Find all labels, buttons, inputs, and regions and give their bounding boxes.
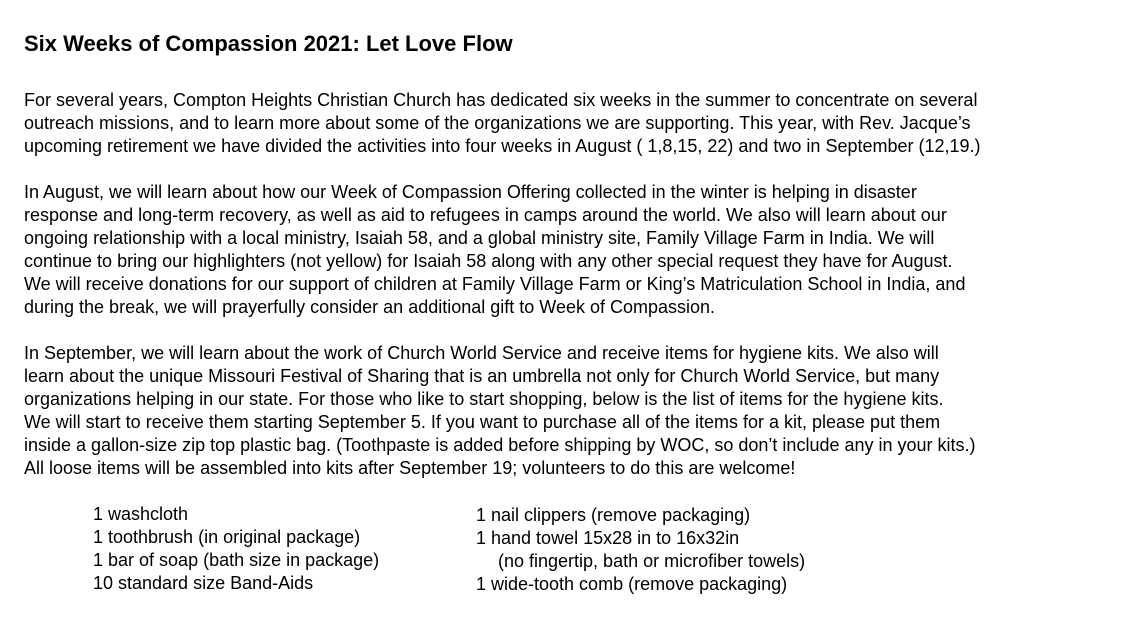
page-title: Six Weeks of Compassion 2021: Let Love Flow (24, 31, 513, 56)
hygiene-kit-list-left (93, 503, 379, 595)
list-item: 1 toothbrush (in original package) (93, 527, 361, 547)
paragraph-line: ongoing relationship with a local ministry, Isaiah 58, and a global ministry site, Family Village Farm in India. We will (24, 228, 935, 248)
list-item: 1 hand towel 15x28 in to 16x32in (476, 528, 740, 548)
paragraph-line: continue to bring our highlighters (not yellow) for Isaiah 58 along with any other special request they have for August. (24, 251, 953, 271)
list-item: 10 standard size Band-Aids (93, 573, 314, 593)
paragraph-line: All loose items will be assembled into kits after September 19; volunteers to do this are welcome! (24, 458, 796, 478)
list-item-note: (no fingertip, bath or microfiber towels) (498, 551, 806, 571)
paragraph-line: In August, we will learn about how our Week of Compassion Offering collected in the winter is helping in disaster (24, 182, 917, 202)
paragraph-line: learn about the unique Missouri Festival of Sharing that is an umbrella not only for Church World Service, but many (24, 366, 940, 386)
paragraph-line: response and long-term recovery, as well as aid to refugees in camps around the world. We also will learn about our (24, 205, 947, 225)
paragraph-august (24, 181, 1134, 319)
paragraph-line: For several years, Compton Heights Christian Church has dedicated six weeks in the summer to concentrate on several (24, 90, 978, 110)
list-item: 1 washcloth (93, 504, 189, 524)
list-item: 1 wide-tooth comb (remove packaging) (476, 574, 788, 594)
paragraph-line: upcoming retirement we have divided the activities into four weeks in August ( 1,8,15, 22) and two in September (12,19.) (24, 136, 981, 156)
list-item: 1 nail clippers (remove packaging) (476, 505, 751, 525)
paragraph-line: organizations helping in our state. For those who like to start shopping, below is the list of items for the hygiene kits. (24, 389, 944, 409)
paragraph-september (24, 342, 1134, 480)
paragraph-intro (24, 89, 1134, 158)
paragraph-line: outreach missions, and to learn more about some of the organizations we are supporting. This year, with Rev. Jacque’s (24, 113, 971, 133)
paragraph-line: In September, we will learn about the work of Church World Service and receive items for hygiene kits. We also will (24, 343, 939, 363)
paragraph-line: during the break, we will prayerfully consider an additional gift to Week of Compassion. (24, 297, 716, 317)
paragraph-line: inside a gallon-size zip top plastic bag. (Toothpaste is added before shipping by WOC, so don’t include any in your kits.) (24, 435, 976, 455)
list-item: 1 bar of soap (bath size in package) (93, 550, 380, 570)
hygiene-kit-list-right (476, 504, 805, 596)
paragraph-line: We will start to receive them starting September 5. If you want to purchase all of the items for a kit, please put them (24, 412, 941, 432)
paragraph-line: We will receive donations for our support of children at Family Village Farm or King’s Matriculation School in India, and (24, 274, 966, 294)
